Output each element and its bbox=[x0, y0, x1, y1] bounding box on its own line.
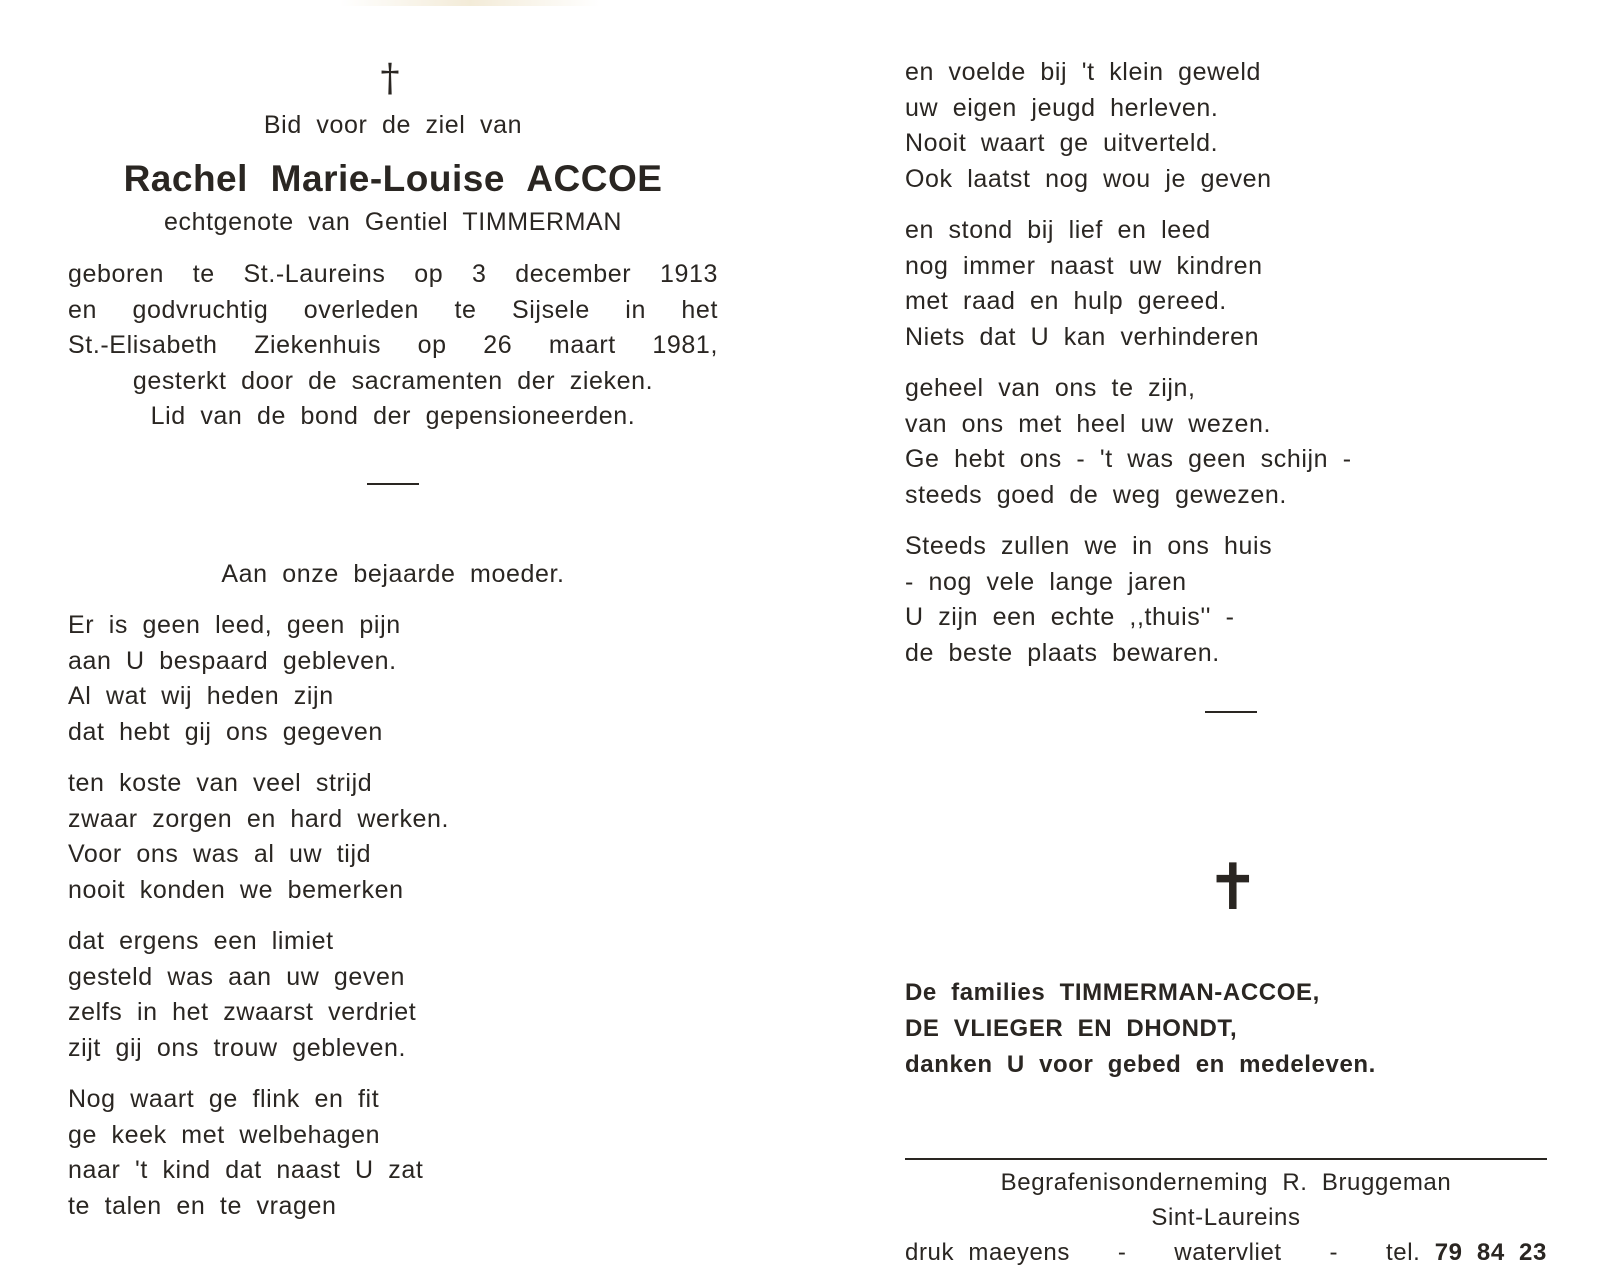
poem-left bbox=[68, 608, 718, 1224]
dedication: Aan onze bejaarde moeder. bbox=[221, 559, 565, 588]
poem-line: en voelde bij 't klein geweld bbox=[905, 58, 1261, 86]
paper-stain bbox=[340, 0, 600, 6]
poem-line: zijt gij ons trouw gebleven. bbox=[68, 1033, 407, 1062]
bio-line: en godvruchtig overleden te Sijsele in het bbox=[68, 295, 718, 324]
telephone-number: 79 84 23 bbox=[1434, 1239, 1547, 1266]
poem-line: steeds goed de weg gewezen. bbox=[905, 480, 1287, 509]
poem-line: dat hebt gij ons gegeven bbox=[68, 717, 383, 746]
stanza bbox=[68, 608, 718, 750]
left-column bbox=[68, 55, 718, 1224]
small-cross-icon: † bbox=[380, 56, 400, 100]
poem-line: - nog vele lange jaren bbox=[905, 567, 1187, 596]
printer-line bbox=[905, 1235, 1547, 1271]
poem-line: geheel van ons te zijn, bbox=[905, 374, 1196, 402]
poem-line: Ook laatst nog wou je geven bbox=[905, 164, 1272, 193]
poem-right bbox=[905, 55, 1565, 671]
poem-line: Nog waart ge flink en fit bbox=[68, 1085, 380, 1113]
poem-line: en stond bij lief en leed bbox=[905, 216, 1211, 244]
telephone-label: tel. bbox=[1386, 1239, 1421, 1266]
bio-line: geboren te St.-Laureins op 3 december 1913 bbox=[68, 260, 718, 288]
stanza bbox=[905, 55, 1565, 197]
poem-line: gesteld was aan uw geven bbox=[68, 962, 406, 991]
thanks-line: danken U voor gebed en medeleven. bbox=[905, 1051, 1376, 1078]
poem-line: aan U bespaard gebleven. bbox=[68, 646, 397, 675]
stanza bbox=[68, 924, 718, 1066]
telephone bbox=[1386, 1235, 1547, 1271]
poem-line: naar 't kind dat naast U zat bbox=[68, 1156, 424, 1184]
thanks-line: De families TIMMERMAN-ACCOE, bbox=[905, 979, 1320, 1006]
bio-line: gesterkt door de sacramenten der zieken. bbox=[132, 366, 654, 395]
separator: - bbox=[1329, 1239, 1339, 1266]
printer-divider bbox=[905, 1158, 1547, 1160]
poem-line: nooit konden we bemerken bbox=[68, 875, 404, 904]
poem-line: te talen en te vragen bbox=[68, 1191, 337, 1220]
poem-line: dat ergens een limiet bbox=[68, 927, 334, 955]
stanza bbox=[68, 766, 718, 908]
poem-line: Niets dat U kan verhinderen bbox=[905, 322, 1260, 351]
poem-line: nog immer naast uw kindren bbox=[905, 251, 1263, 280]
poem-line: Nooit waart ge uitverteld. bbox=[905, 129, 1219, 157]
poem-line: van ons met heel uw wezen. bbox=[905, 409, 1272, 438]
separator: - bbox=[1117, 1239, 1127, 1266]
divider-left bbox=[367, 483, 419, 485]
poem-line: Al wat wij heden zijn bbox=[68, 682, 334, 710]
thanks-line: DE VLIEGER EN DHONDT, bbox=[905, 1015, 1238, 1042]
stanza bbox=[905, 529, 1565, 671]
divider-right bbox=[1205, 711, 1257, 713]
deceased-name: Rachel Marie-Louise ACCOE bbox=[123, 158, 663, 199]
family-thanks bbox=[905, 975, 1565, 1083]
intro-text: Bid voor de ziel van bbox=[263, 111, 523, 139]
funeral-town: Sint-Laureins bbox=[1151, 1204, 1301, 1231]
poem-line: Voor ons was al uw tijd bbox=[68, 840, 372, 868]
poem-line: uw eigen jeugd herleven. bbox=[905, 93, 1219, 122]
stanza bbox=[68, 1082, 718, 1224]
large-cross-icon: ✝ bbox=[1206, 851, 1260, 925]
bio-block bbox=[68, 257, 718, 435]
poem-line: zelfs in het zwaarst verdriet bbox=[68, 998, 417, 1026]
stanza bbox=[905, 371, 1565, 513]
spouse-line: echtgenote van Gentiel TIMMERMAN bbox=[164, 208, 622, 236]
printer-town: watervliet bbox=[1174, 1239, 1282, 1266]
poem-line: met raad en hulp gereed. bbox=[905, 287, 1227, 315]
printer-block bbox=[905, 1165, 1547, 1271]
bio-line: Lid van de bond der gepensioneerden. bbox=[150, 402, 636, 430]
poem-line: Ge hebt ons - 't was geen schijn - bbox=[905, 445, 1352, 473]
right-column bbox=[905, 55, 1565, 713]
poem-line: zwaar zorgen en hard werken. bbox=[68, 804, 450, 833]
poem-line: Steeds zullen we in ons huis bbox=[905, 532, 1273, 560]
poem-line: ge keek met welbehagen bbox=[68, 1120, 381, 1149]
bio-line: St.-Elisabeth Ziekenhuis op 26 maart 1981, bbox=[68, 331, 718, 359]
poem-line: Er is geen leed, geen pijn bbox=[68, 611, 401, 639]
funeral-company: Begrafenisonderneming R. Bruggeman bbox=[1000, 1169, 1452, 1196]
poem-line: de beste plaats bewaren. bbox=[905, 638, 1220, 667]
poem-line: ten koste van veel strijd bbox=[68, 769, 373, 797]
poem-line: U zijn een echte ,,thuis'' - bbox=[905, 603, 1235, 631]
stanza bbox=[905, 213, 1565, 355]
printer-name: druk maeyens bbox=[905, 1239, 1070, 1266]
